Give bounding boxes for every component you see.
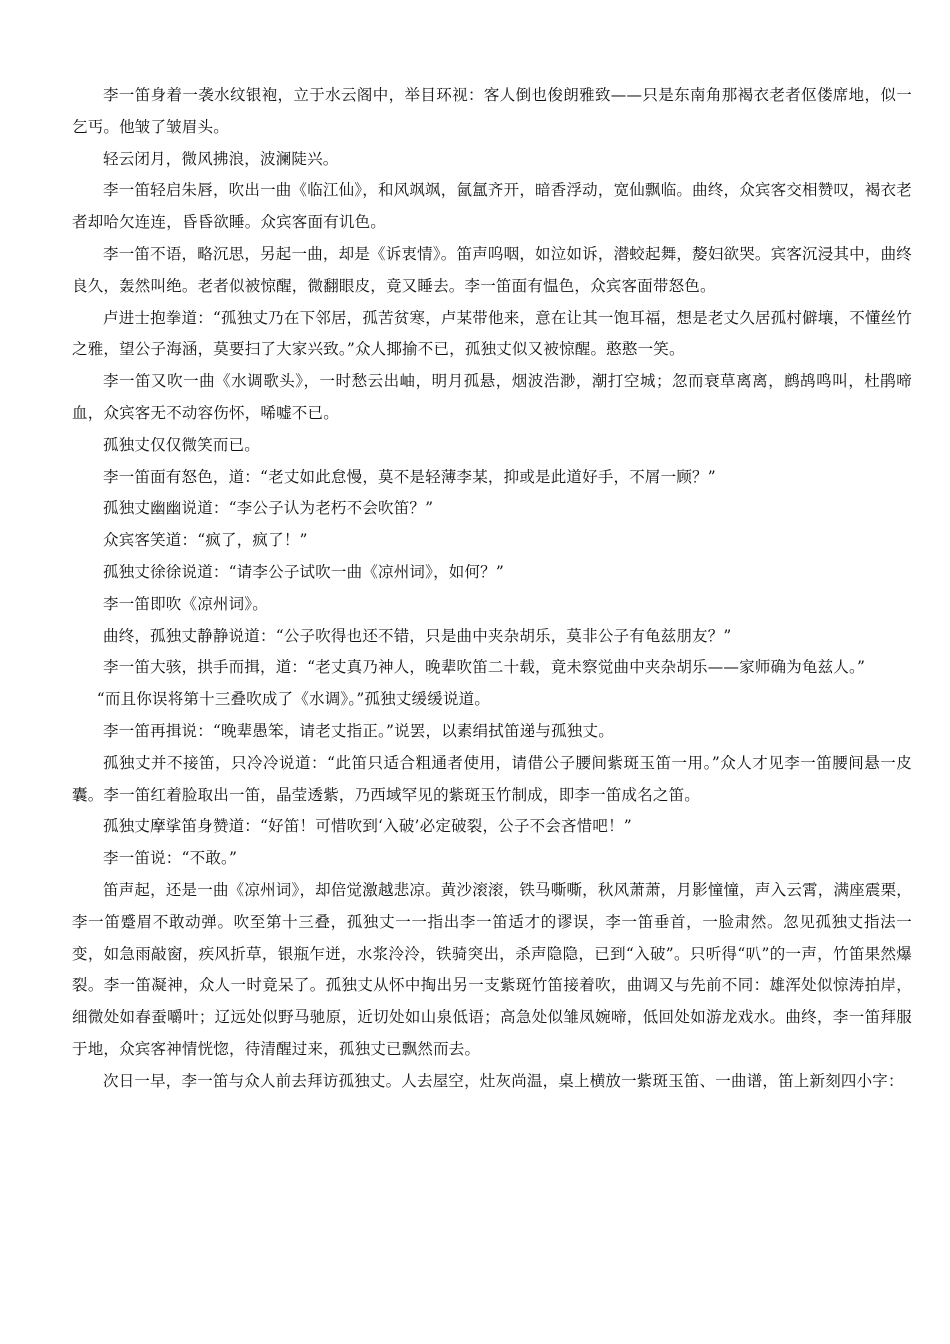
paragraph: 孤独丈仅仅微笑而已。 <box>103 435 261 454</box>
paragraph: 曲终，孤独丈静静说道：“公子吹得也还不错，只是曲中夹杂胡乐，莫非公子有龟兹朋友？” <box>103 626 732 645</box>
paragraph: 李一笛说：“不敢。” <box>103 849 238 868</box>
paragraph: 笛声起，还是一曲《凉州词》，却倍觉激越悲凉。黄沙滚滚，铁马嘶嘶，秋风萧萧，月影憧憧，声入云霄，满座震栗，李一笛蹙眉不敢动弹。吹至第十三叠，孤独丈一一指出李一笛适才的谬误，李一笛垂首，一脸肃然。忽见孤独丈指法一变，如急雨敲窗，疾风折草，银瓶乍迸，水浆泠泠，铁骑突出，杀声隐隐，已到“入破”。只听得“叭”的一声，竹笛果然爆裂。李一笛凝神，众人一时竟呆了。孤独丈从怀中掏出另一支紫斑竹笛接着吹，曲调又与先前不同：雄浑处似惊涛拍岸，细微处如春蚕嚼叶；辽远处似野马驰原，近切处如山泉低语；高急处似雏凤婉啼，低回处如游龙戏水。曲终，李一笛拜服于地，众宾客神情恍惚，待清醒过来，孤独丈已飘然而去。 <box>72 880 912 1058</box>
paragraph: 李一笛再揖说：“晚辈愚笨，请老丈指正。”说罢，以素绢拭笛递与孤独丈。 <box>103 721 614 740</box>
paragraph: 孤独丈徐徐说道：“请李公子试吹一曲《凉州词》，如何？” <box>103 562 504 581</box>
paragraph: 卢进士抱拳道：“孤独丈乃在下邻居，孤苦贫寒，卢某带他来，意在让其一饱耳福，想是老丈久居孤村僻壤，不懂丝竹之雅，望公子海涵，莫要扫了大家兴致。”众人揶揄不已，孤独丈似又被惊醒。憨憨一笑。 <box>72 308 912 359</box>
paragraph: 李一笛不语，略沉思，另起一曲，却是《诉衷情》。笛声呜咽，如泣如诉，潜蛟起舞，嫠妇欲哭。宾客沉浸其中，曲终良久，轰然叫绝。老者似被惊醒，微翻眼皮，竟又睡去。李一笛面有愠色，众宾客面带怒色。 <box>72 244 912 295</box>
paragraph: “而且你误将第十三叠吹成了《水调》。”孤独丈缓缓说道。 <box>96 690 491 709</box>
paragraph: 李一笛又吹一曲《水调歌头》，一时愁云出岫，明月孤悬，烟波浩渺，潮打空城；忽而衰草离离，鹧鸪鸣叫，杜鹃啼血，众宾客无不动容伤怀，唏嘘不已。 <box>72 372 912 422</box>
paragraph: 轻云闭月，微风拂浪，波澜陡兴。 <box>103 149 339 168</box>
paragraph: 李一笛即吹《凉州词》。 <box>103 594 268 613</box>
paragraph: 李一笛大骇，拱手而揖，道：“老丈真乃神人，晚辈吹笛二十载，竟未察觉曲中夹杂胡乐——家师确为龟兹人。” <box>103 658 866 677</box>
paragraph: 孤独丈并不接笛，只冷冷说道：“此笛只适合粗通者使用，请借公子腰间紫斑玉笛一用。”众人才见李一笛腰间悬一皮囊。李一笛红着脸取出一笛，晶莹透紫，乃西域罕见的紫斑玉竹制成，即李一笛成名之笛。 <box>72 753 912 804</box>
paragraph: 次日一早，李一笛与众人前去拜访孤独丈。人去屋空，灶灰尚温，桌上横放一紫斑玉笛、一曲谱，笛上新刻四小字： <box>103 1071 904 1090</box>
paragraph: 李一笛身着一袭水纹银袍，立于水云阁中，举目环视：客人倒也俊朗雅致——只是东南角那褐衣老者伛偻席地，似一乞丐。他皱了皱眉头。 <box>72 86 912 136</box>
paragraph: 李一笛面有怒色，道：“老丈如此怠慢，莫不是轻薄李某，抑或是此道好手，不屑一顾？” <box>103 467 716 486</box>
document-page <box>72 80 912 1098</box>
paragraph: 众宾客笑道：“疯了，疯了！” <box>103 531 308 550</box>
paragraph: 李一笛轻启朱唇，吹出一曲《临江仙》，和风飒飒，氤氲齐开，暗香浮动，宽仙飘临。曲终，众宾客交相赞叹，褐衣老者却哈欠连连，昏昏欲睡。众宾客面有讥色。 <box>72 181 912 232</box>
paragraph: 孤独丈摩挲笛身赞道：“好笛！可惜吹到‘入破’必定破裂，公子不会吝惜吧！” <box>103 817 632 836</box>
paragraph: 孤独丈幽幽说道：“李公子认为老朽不会吹笛？” <box>103 499 434 518</box>
